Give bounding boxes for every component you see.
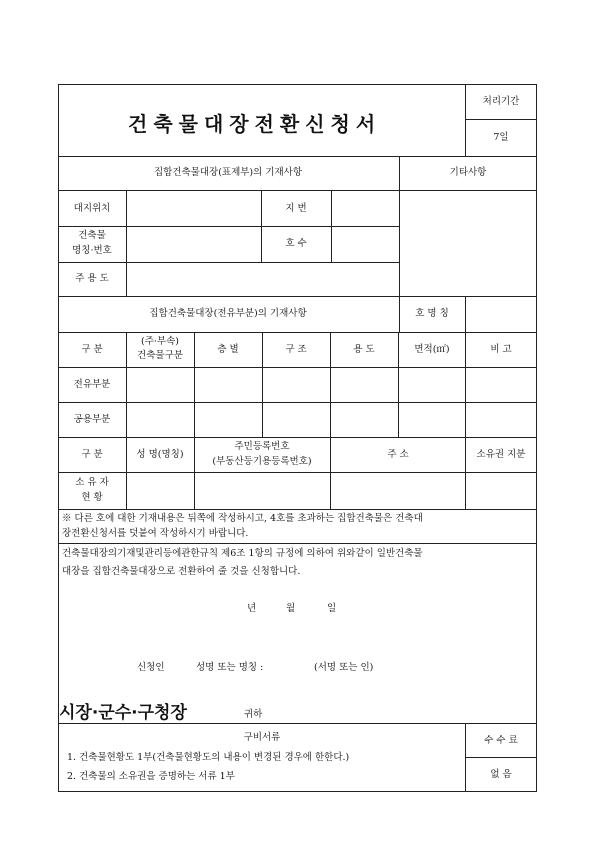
owner-registration-field[interactable]: [195, 473, 329, 508]
site-location-field[interactable]: [127, 191, 260, 225]
owner-row-label-line2: 현 황: [81, 492, 103, 503]
applicant-label: 신청인: [137, 662, 165, 673]
note-line1: ※ 다른 호에 대한 기재내용은 뒤쪽에 작성하시고, 4호를 초과하는 집합건축물은 건축대: [62, 513, 423, 524]
common-area-field[interactable]: [399, 403, 464, 436]
exclusive-main-annex-field[interactable]: [127, 368, 193, 401]
col-structure-header: 구 조: [285, 344, 307, 355]
fee-value: 없 음: [490, 769, 512, 780]
divider: [58, 543, 537, 544]
exclusive-area-field[interactable]: [399, 368, 464, 401]
applicant-name-label: 성명 또는 명칭 :: [196, 662, 264, 673]
date-day-label: 일: [327, 603, 337, 614]
authority-suffix: 귀하: [244, 709, 263, 720]
section2-heading: 집합건축물대장(전유부분)의 기재사항: [149, 308, 307, 319]
section1-heading: 집합건축물대장(표제부)의 기재사항: [153, 167, 303, 178]
owner-name-field[interactable]: [127, 473, 193, 508]
exclusive-remarks-field[interactable]: [466, 368, 536, 401]
owner-col-division-header: 구 분: [81, 449, 103, 460]
unit-count-field[interactable]: [332, 227, 398, 261]
divider: [58, 156, 537, 157]
documents-item1: 1. 건축물현황도 1부(건축물현황도의 내용이 변경된 경우에 한한다.): [67, 752, 350, 763]
site-location-label: 대지위치: [73, 203, 111, 214]
common-structure-field[interactable]: [263, 403, 329, 436]
processing-period-value: 7일: [493, 132, 509, 143]
lot-number-field[interactable]: [332, 191, 398, 225]
unit-name-field[interactable]: [466, 297, 536, 331]
common-main-annex-field[interactable]: [127, 403, 193, 436]
common-floor-field[interactable]: [195, 403, 261, 436]
owner-col-name-header: 성 명(명칭): [136, 449, 184, 460]
common-remarks-field[interactable]: [466, 403, 536, 436]
documents-heading: 구비서류: [243, 732, 281, 743]
owner-col-share-header: 소유권 지분: [476, 449, 526, 460]
row-exclusive-label: 전유부분: [73, 379, 111, 390]
row-common-label: 공용부분: [73, 414, 111, 425]
owner-col-address-header: 주 소: [387, 449, 409, 460]
building-name-label-line1: 건축물: [78, 230, 106, 241]
authority-name: 시장·군수·구청장: [59, 703, 187, 723]
divider: [465, 84, 466, 156]
divider: [465, 119, 537, 120]
main-use-field[interactable]: [127, 263, 398, 295]
divider: [465, 757, 537, 758]
form-title: 건축물대장전환신청서: [128, 112, 382, 136]
owner-col-reg-header-line1: 주민등록번호: [234, 441, 290, 452]
other-items-field[interactable]: [400, 191, 536, 295]
building-name-field[interactable]: [127, 227, 260, 261]
documents-item2: 2. 건축물의 소유권을 증명하는 서류 1부: [67, 771, 235, 782]
owner-col-reg-header-line2: (부동산등기용등록번호): [212, 456, 312, 467]
date-year-label: 년: [247, 603, 257, 614]
other-items-heading: 기타사항: [449, 167, 487, 178]
col-main-annex-header-line2: 건축물구분: [137, 350, 183, 361]
divider: [58, 509, 537, 510]
lot-number-label: 지 번: [285, 203, 307, 214]
divider: [399, 296, 400, 332]
owner-address-field[interactable]: [331, 473, 464, 508]
col-use-header: 용 도: [353, 344, 375, 355]
note-line2: 장전환신청서를 덧붙여 작성하시기 바랍니다.: [62, 528, 249, 539]
unit-name-label: 호 명 칭: [415, 308, 449, 319]
owner-row-label-line1: 소 유 자: [75, 477, 109, 488]
unit-count-label: 호 수: [285, 238, 307, 249]
main-use-label: 주 용 도: [75, 273, 109, 284]
signature-label: (서명 또는 인): [314, 662, 374, 673]
applicant-name-field[interactable]: [286, 657, 310, 675]
statement-line1: 건축물대장의기재및관리등에관한규칙 제6조 1항의 규정에 의하여 위와같이 일반건축물: [62, 548, 423, 559]
exclusive-use-field[interactable]: [331, 368, 397, 401]
building-name-label-line2: 명칭·번호: [72, 245, 112, 256]
col-remarks-header: 비 고: [490, 344, 512, 355]
exclusive-structure-field[interactable]: [263, 368, 329, 401]
fee-label: 수 수 료: [484, 735, 518, 746]
date-month-label: 월: [286, 603, 296, 614]
col-area-header: 면적(㎡): [414, 344, 450, 355]
common-use-field[interactable]: [331, 403, 397, 436]
col-main-annex-header-line1: (주·부속): [141, 336, 179, 347]
statement-line2: 대장을 집합건축물대장으로 전환하여 줄 것을 신청합니다.: [62, 566, 301, 577]
col-division-header: 구 분: [81, 344, 103, 355]
owner-share-field[interactable]: [466, 473, 536, 508]
processing-period-label: 처리기간: [482, 96, 520, 107]
col-floor-header: 층 별: [217, 344, 239, 355]
exclusive-floor-field[interactable]: [195, 368, 261, 401]
